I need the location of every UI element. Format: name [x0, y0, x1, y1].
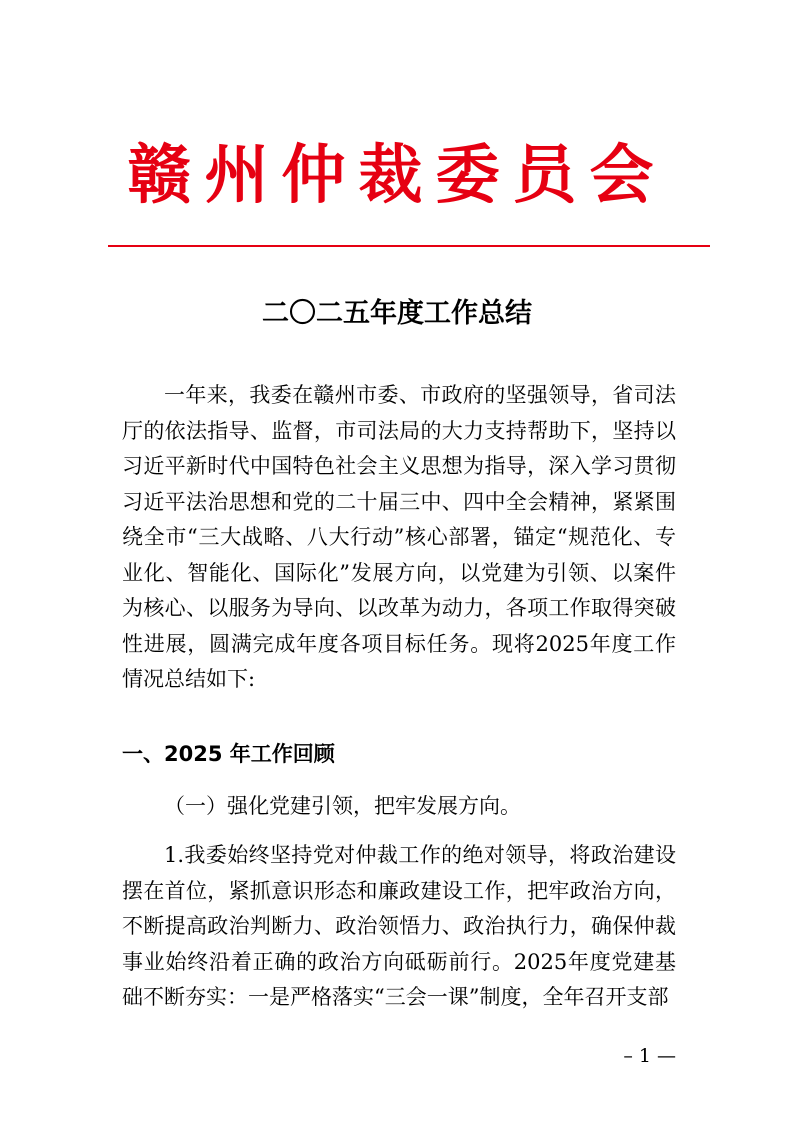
section-heading: 一、2025 年工作回顾 [122, 742, 335, 766]
page-number: – 1 — [623, 1045, 676, 1067]
masthead-red-divider [108, 245, 710, 247]
masthead-org-name: 赣州仲裁委员会 [127, 138, 667, 213]
item-paragraph: 1.我委始终坚持党对仲裁工作的绝对领导，将政治建设摆在首位，紧抓意识形态和廉政建设工作，把牢政治方向，不断提高政治判断力、政治领悟力、政治执行力，确保仲裁事业始终沿着正确的政治方向砥砺前行。2025年度党建基础不断夯实：一是严格落实“三会一课”制度，全年召开支部 [122, 843, 676, 1009]
intro-paragraph: 一年来，我委在赣州市委、市政府的坚强领导，省司法厅的依法指导、监督，市司法局的大力支持帮助下，坚持以习近平新时代中国特色社会主义思想为指导，深入学习贯彻习近平法治思想和党的二十届三中、四中全会精神，紧紧围绕全市“三大战略、八大行动”核心部署，锚定“规范化、专业化、智能化、国际化”发展方向，以党建为引领、以案件为核心、以服务为导向、以改革为动力，各项工作取得突破性进展，圆满完成年度各项目标任务。现将2025年度工作情况总结如下: [122, 383, 676, 691]
document-title: 二〇二五年度工作总结 [262, 298, 532, 329]
subsection-heading: （一）强化党建引领，把牢发展方向。 [164, 794, 521, 818]
